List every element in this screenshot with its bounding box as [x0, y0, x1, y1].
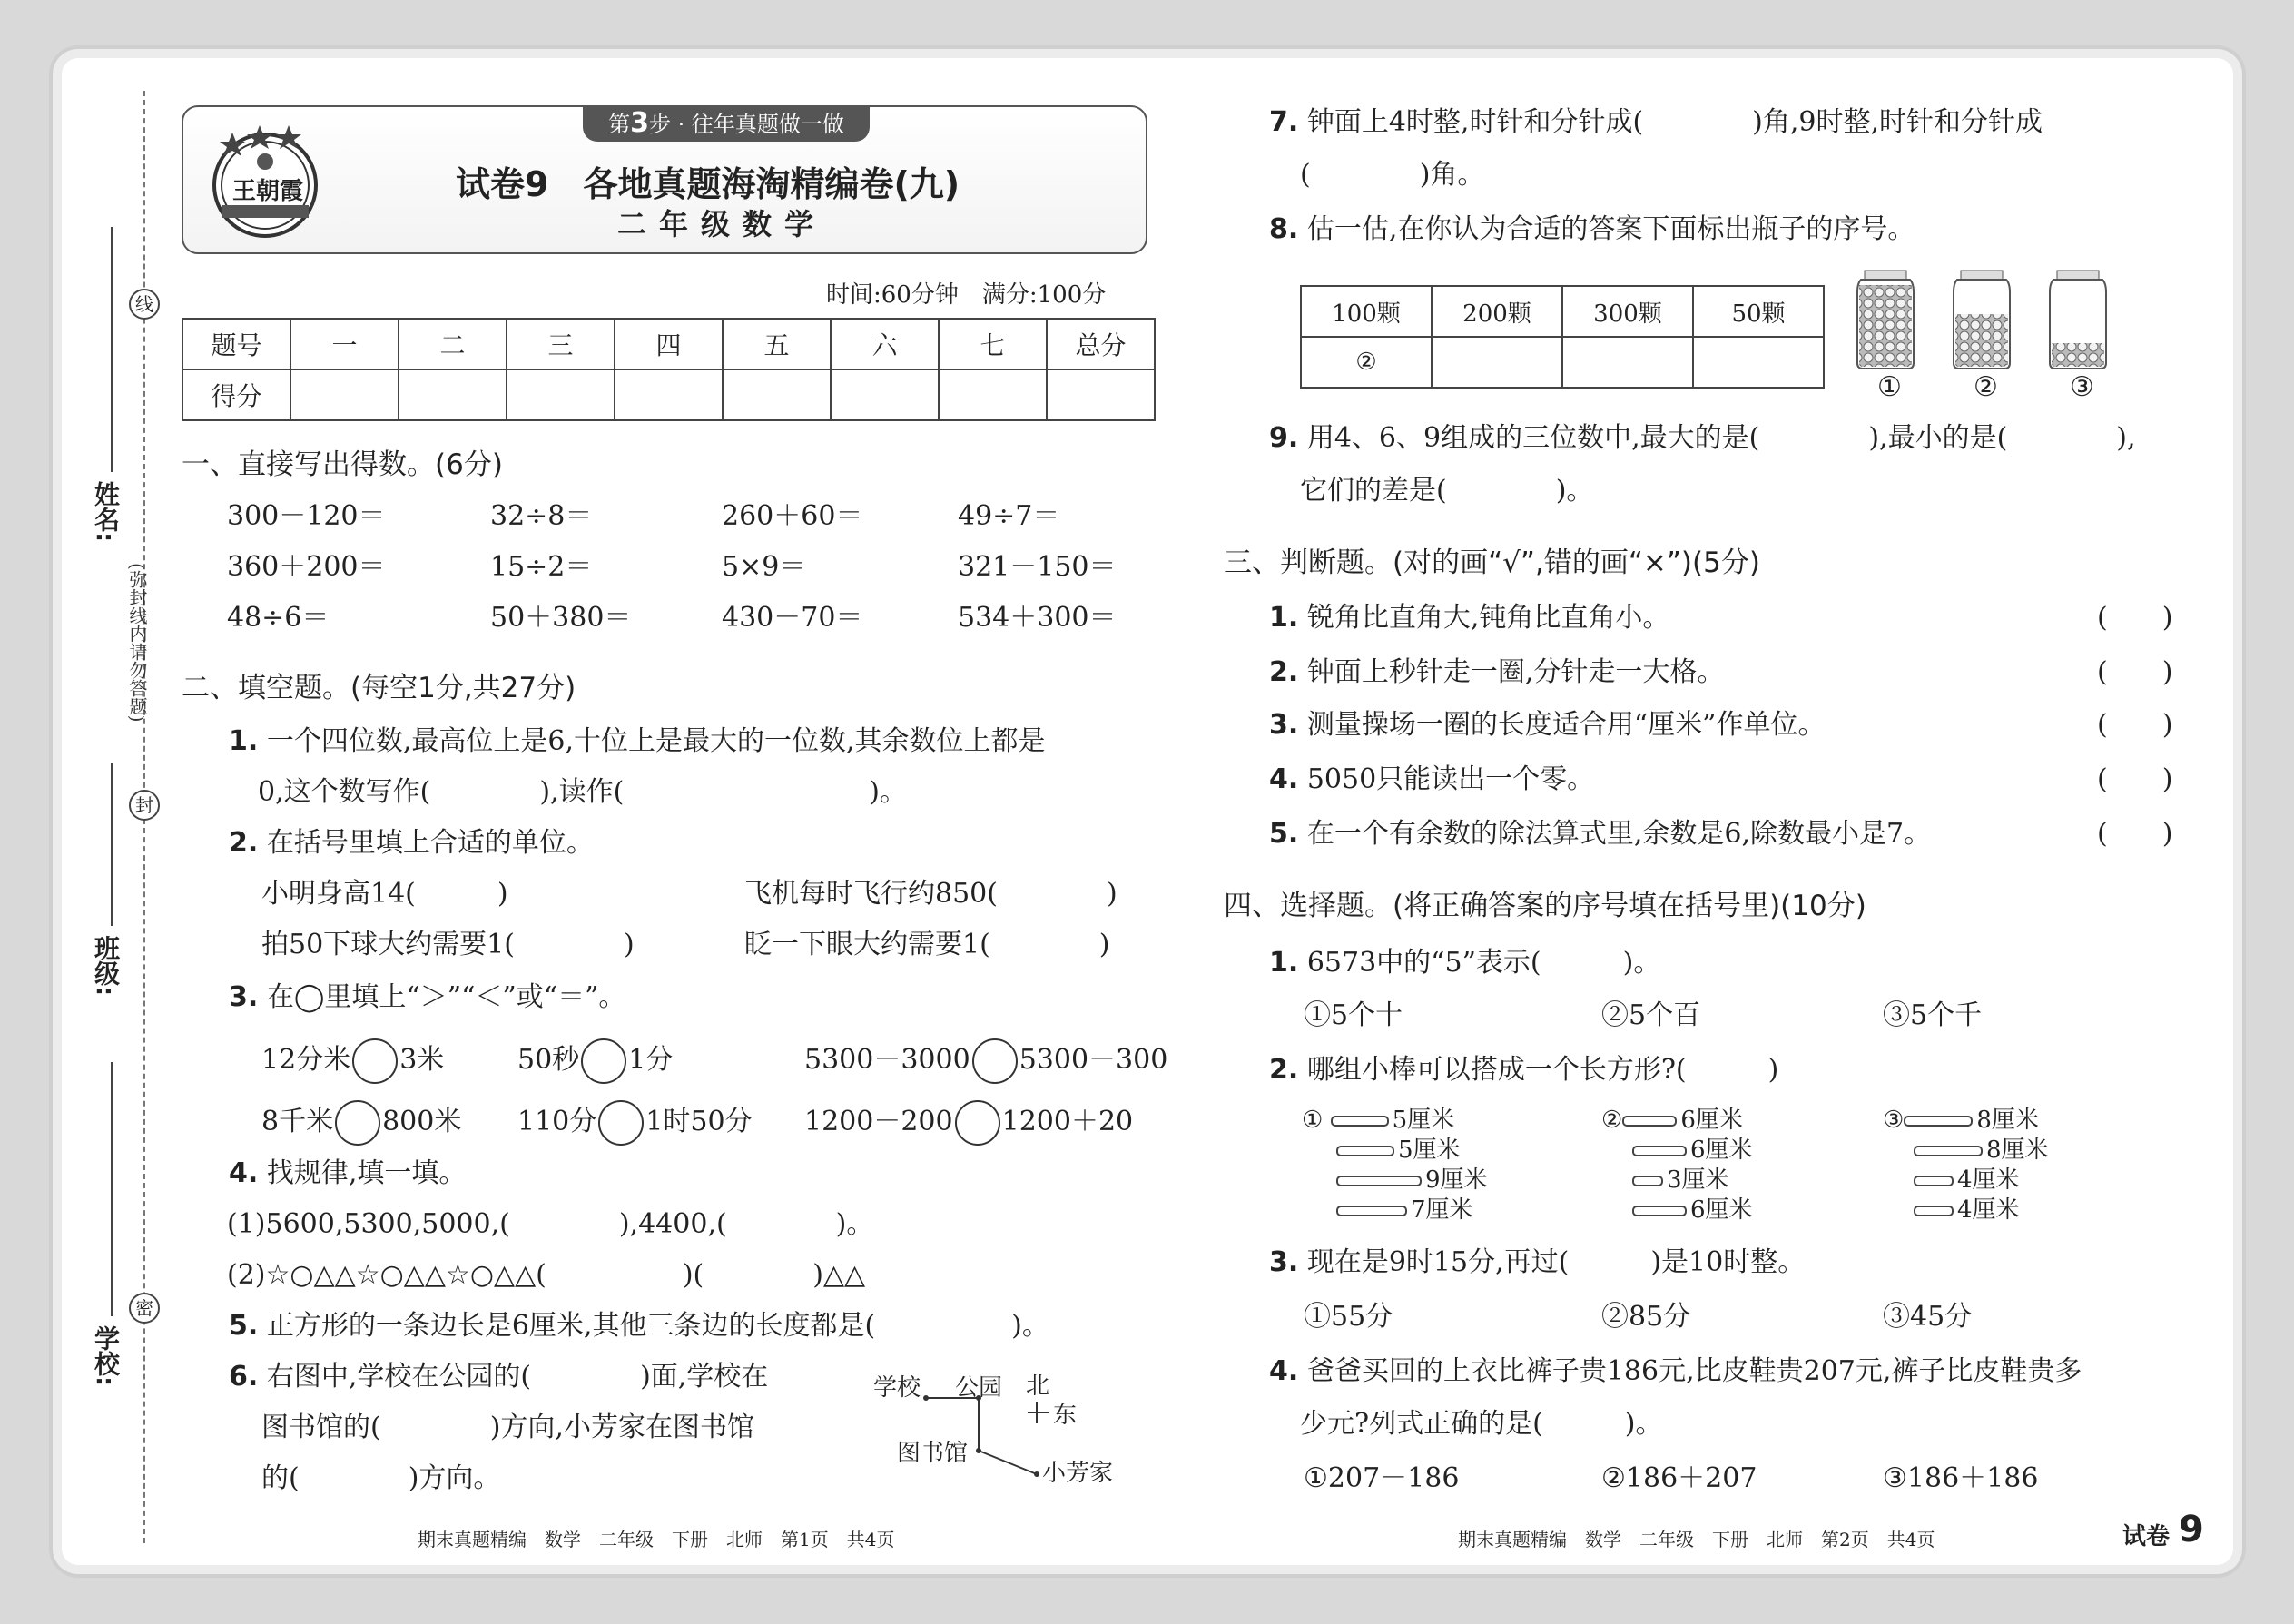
- exam-title: 试卷9 各地真题海淘精编卷(九): [456, 164, 960, 204]
- compare-circle[interactable]: [955, 1100, 1000, 1146]
- pattern-line: (1)5600,5300,5000,( ),4400,( )。: [227, 1208, 874, 1240]
- question-text: 0,这个数写作( ),读作( )。: [258, 776, 907, 808]
- class-line: [111, 763, 113, 926]
- school-line: [111, 1062, 113, 1316]
- question-text: 6. 右图中,学校在公园的( )面,学校在: [229, 1361, 769, 1393]
- score-label-cell: 得分: [182, 369, 290, 420]
- calc-item: 430－70＝: [722, 602, 863, 634]
- unit-item: 眨一下眼大约需要1( ): [744, 929, 1110, 960]
- question-text: 少元?列式正确的是( )。: [1300, 1408, 1663, 1440]
- question-text: 2. 在括号里填上合适的单位。: [229, 827, 594, 859]
- calc-item: 50＋380＝: [490, 602, 632, 634]
- seal-char: 封: [129, 790, 160, 821]
- unit-item: 拍50下球大约需要1( ): [261, 929, 635, 960]
- score-header-cell: 六: [831, 319, 939, 369]
- score-header-cell: 三: [507, 319, 615, 369]
- paper-tag: 试卷: [2122, 1523, 2171, 1550]
- judge-item: 5. 在一个有余数的除法算式里,余数是6,除数最小是7。: [1269, 818, 1932, 850]
- jar-label: ①: [1877, 371, 1902, 403]
- option: ③5个千: [1883, 999, 1983, 1031]
- exam-subtitle: 二年级数学: [617, 207, 827, 241]
- compare-item: 12分米 3米: [261, 1038, 444, 1084]
- score-header-cell: 题号: [182, 319, 290, 369]
- compare-item: 110分 1时50分: [517, 1100, 753, 1146]
- jar-answer-cell: ②: [1301, 337, 1432, 388]
- question-text: 8. 估一估,在你认为合适的答案下面标出瓶子的序号。: [1269, 213, 1915, 245]
- jar-label: ②: [1974, 371, 1998, 403]
- score-header-cell: 总分: [1047, 319, 1155, 369]
- question-text: ( )角。: [1300, 159, 1485, 191]
- score-entry-cell[interactable]: [399, 369, 507, 420]
- judge-item: 3. 测量操场一圈的长度适合用“厘米”作单位。: [1269, 709, 1826, 741]
- logo-text: 王朝霞: [232, 178, 304, 205]
- map-label: 东: [1053, 1402, 1078, 1429]
- seal-char: 密: [129, 1293, 160, 1324]
- header-box: [182, 105, 1147, 254]
- score-entry-cell[interactable]: [290, 369, 399, 420]
- question-text: 它们的差是( )。: [1300, 475, 1594, 507]
- map-label: 图书馆: [897, 1440, 969, 1467]
- question-text: 3. 在◯里填上“＞”“＜”或“＝”。: [229, 981, 626, 1013]
- time-score-info: 时间:60分钟 满分:100分: [826, 281, 1107, 309]
- question-text: 2. 哪组小棒可以搭成一个长方形?( ): [1269, 1054, 1779, 1086]
- jar-illustrations: [1852, 265, 2206, 374]
- calc-item: 48÷6＝: [227, 602, 330, 634]
- option: ②5个百: [1601, 999, 1701, 1031]
- option: ②186＋207: [1601, 1462, 1757, 1494]
- unit-item: 飞机每时飞行约850( ): [744, 878, 1117, 910]
- calc-item: 49÷7＝: [958, 500, 1060, 532]
- stick-group-3: ③ 8厘米 8厘米 4厘米 4厘米: [1883, 1107, 2049, 1224]
- section1-heading: 一、直接写出得数。(6分): [182, 448, 503, 481]
- unit-item: 小明身高14( ): [261, 878, 508, 910]
- score-entry-cell[interactable]: [831, 369, 939, 420]
- option: ①5个十: [1304, 999, 1403, 1031]
- school-label: 学校:: [91, 1325, 121, 1387]
- question-text: 4. 找规律,填一填。: [229, 1157, 467, 1189]
- judge-item: 4. 5050只能读出一个零。: [1269, 763, 1595, 795]
- map-label: 小芳家: [1042, 1460, 1114, 1487]
- question-text: 1. 一个四位数,最高位上是6,十位上是最大的一位数,其余数位上都是: [229, 725, 1046, 757]
- question-text: 1. 6573中的“5”表示( )。: [1269, 947, 1661, 979]
- compare-item: 5300－3000 5300－300: [804, 1038, 1167, 1084]
- paper-number: 9: [2179, 1509, 2204, 1550]
- calc-item: 15÷2＝: [490, 551, 593, 583]
- jar-count-cell: 100颗: [1301, 286, 1432, 337]
- stick-group-1: ① 5厘米 5厘米 9厘米 7厘米: [1302, 1107, 1488, 1224]
- score-entry-cell[interactable]: [615, 369, 723, 420]
- footer-right: 期末真题精编 数学 二年级 下册 北师 第2页 共4页: [1458, 1529, 1935, 1550]
- compare-circle[interactable]: [335, 1100, 380, 1146]
- calc-item: 300－120＝: [227, 500, 386, 532]
- answer-paren[interactable]: ( ): [2097, 656, 2173, 688]
- question-text: 4. 爸爸买回的上衣比裤子贵186元,比皮鞋贵207元,裤子比皮鞋贵多: [1269, 1355, 2082, 1387]
- jar-label: ③: [2070, 371, 2094, 403]
- calc-item: 32÷8＝: [490, 500, 593, 532]
- score-entry-cell[interactable]: [507, 369, 615, 420]
- score-entry-cell[interactable]: [1047, 369, 1155, 420]
- step-tab: 第3步 · 往年真题做一做: [583, 105, 870, 142]
- jar-answer-cell[interactable]: [1562, 337, 1693, 388]
- question-text: 7. 钟面上4时整,时针和分针成( )角,9时整,时针和分针成: [1269, 106, 2043, 138]
- jar-count-cell: 200颗: [1432, 286, 1562, 337]
- compare-circle[interactable]: [598, 1100, 644, 1146]
- question-text: 5. 正方形的一条边长是6厘米,其他三条边的长度都是( )。: [229, 1310, 1049, 1342]
- jar-answer-cell[interactable]: [1693, 337, 1824, 388]
- jar-count-cell: 50颗: [1693, 286, 1824, 337]
- judge-item: 2. 钟面上秒针走一圈,分针走一大格。: [1269, 656, 1725, 688]
- answer-paren[interactable]: ( ): [2097, 818, 2173, 850]
- score-header-cell: 七: [939, 319, 1047, 369]
- compare-item: 8千米 800米: [261, 1100, 461, 1146]
- compare-item: 50秒 1分: [517, 1038, 673, 1084]
- map-label: 公园: [955, 1374, 1003, 1402]
- score-table: [182, 318, 1156, 421]
- map-label: 北: [1026, 1373, 1050, 1400]
- question-text: 的( )方向。: [261, 1462, 501, 1494]
- option: ③186＋186: [1883, 1462, 2039, 1494]
- pattern-line: (2)☆○△△☆○△△☆○△△( )( )△△: [227, 1259, 866, 1291]
- answer-paren[interactable]: ( ): [2097, 763, 2173, 795]
- jar-count-cell: 300颗: [1562, 286, 1693, 337]
- answer-paren[interactable]: ( ): [2097, 602, 2173, 634]
- question-text: 9. 用4、6、9组成的三位数中,最大的是( ),最小的是( ),: [1269, 422, 2136, 454]
- score-header-cell: 四: [615, 319, 723, 369]
- jar-answer-cell[interactable]: [1432, 337, 1562, 388]
- section3-heading: 三、判断题。(对的画“√”,错的画“×”)(5分): [1224, 546, 1760, 579]
- seal-note: (弥封线内请勿答题): [126, 563, 148, 723]
- map-label: 学校: [873, 1374, 921, 1402]
- name-line: [111, 227, 113, 472]
- score-entry-cell[interactable]: [723, 369, 831, 420]
- class-label: 班级:: [91, 935, 121, 997]
- option: ①207－186: [1304, 1462, 1460, 1494]
- compare-circle[interactable]: [581, 1038, 626, 1084]
- name-label: 姓名:: [91, 481, 121, 543]
- score-header-cell: 五: [723, 319, 831, 369]
- section2-heading: 二、填空题。(每空1分,共27分): [182, 672, 576, 704]
- compare-circle[interactable]: [352, 1038, 398, 1084]
- judge-item: 1. 锐角比直角大,钝角比直角小。: [1269, 602, 1670, 634]
- question-text: 3. 现在是9时15分,再过( )是10时整。: [1269, 1246, 1806, 1278]
- score-header-cell: 一: [290, 319, 399, 369]
- compare-item: 1200－200 1200＋20: [804, 1100, 1133, 1146]
- calc-item: 534＋300＝: [958, 602, 1117, 634]
- option: ③45分: [1883, 1301, 1973, 1333]
- calc-item: 260＋60＝: [722, 500, 863, 532]
- question-text: 图书馆的( )方向,小芳家在图书馆: [261, 1412, 754, 1443]
- seal-char: 线: [129, 289, 160, 320]
- option: ②85分: [1601, 1301, 1691, 1333]
- compare-circle[interactable]: [972, 1038, 1018, 1084]
- section4-heading: 四、选择题。(将正确答案的序号填在括号里)(10分): [1224, 890, 1866, 922]
- score-header-cell: 二: [399, 319, 507, 369]
- calc-item: 360＋200＝: [227, 551, 386, 583]
- calc-item: 5×9＝: [722, 551, 807, 583]
- stick-group-2: ② 6厘米 6厘米 3厘米 6厘米: [1601, 1107, 1753, 1224]
- score-entry-cell[interactable]: [939, 369, 1047, 420]
- jar-table: [1300, 285, 1825, 389]
- option: ①55分: [1304, 1301, 1393, 1333]
- calc-item: 321－150＝: [958, 551, 1117, 583]
- answer-paren[interactable]: ( ): [2097, 709, 2173, 741]
- footer-left: 期末真题精编 数学 二年级 下册 北师 第1页 共4页: [418, 1529, 895, 1550]
